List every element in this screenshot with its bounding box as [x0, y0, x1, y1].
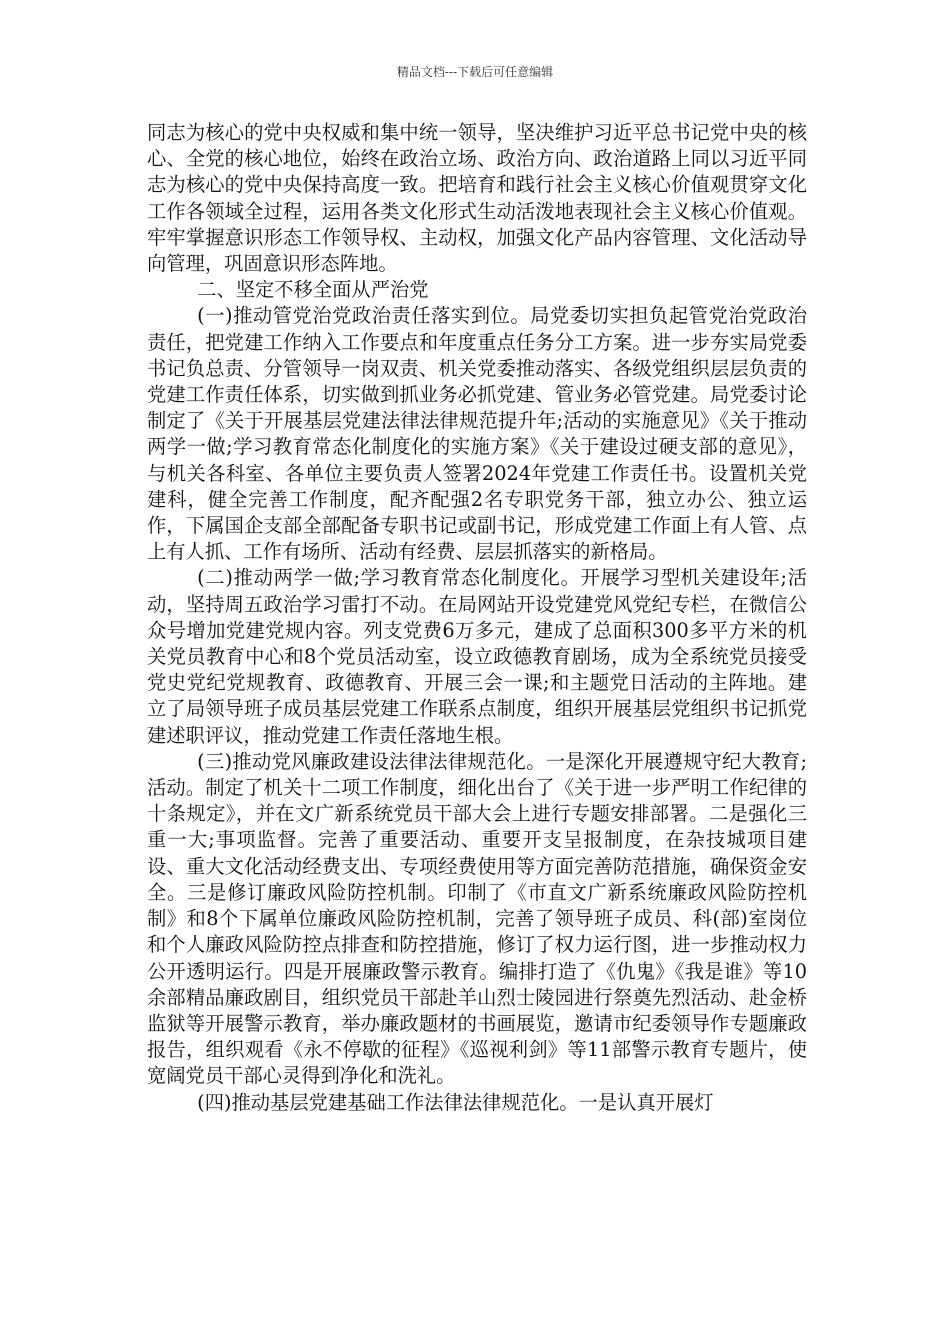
paragraph-item-3: (三)推动党风廉政建设法律法律规范化。一是深化开展遵规守纪大教育;活动。制定了机关十二项工作制度，细化出台了《关于进一步严明工作纪律的十条规定》，并在文广新系统党员干部大会上进行专题安排部署。二是强化三重一大;事项监督。完善了重要活动、重要开支呈报制度，在杂技城项目建设、重大文化活动经费支出、专项经费使用等方面完善防范措施，确保资金安全。三是修订廉政风险防控机制。印制了《市直文广新系统廉政风险防控机制》和8个下属单位廉政风险防控机制，完善了领导班子成员、科(部)室岗位和个人廉政风险防控点排查和防控措施，修订了权力运行图，进一步推动权力公开透明运行。四是开展廉政警示教育。编排打造了《仇鬼》《我是谁》等10余部精品廉政剧目，组织党员干部赴羊山烈士陵园进行祭奠先烈活动、赴金桥监狱等开展警示教育，举办廉政题材的书画展览，邀请市纪委领导作专题廉政报告，组织观看《永不停歇的征程》《巡视利剑》等11部警示教育专题片，使宽阔党员干部心灵得到净化和洗礼。 — [147, 749, 807, 1088]
paragraph-item-1: (一)推动管党治党政治责任落实到位。局党委切实担负起管党治党政治责任，把党建工作纳入工作要点和年度重点任务分工方案。进一步夯实局党委书记负总责、分管领导一岗双责、机关党委推动落实、各级党组织层层负责的党建工作责任体系，切实做到抓业务必抓党建、管业务必管党建。局党委讨论制定了《关于开展基层党建法律法律规范提升年;活动的实施意见》《关于推动两学一做;学习教育常态化制度化的实施方案》《关于建设过硬支部的意见》，与机关各科室、各单位主要负责人签署2024年党建工作责任书。设置机关党建科，健全完善工作制度，配齐配强2名专职党务干部，独立办公、独立运作，下属国企支部全部配备专职书记或副书记，形成党建工作面上有人管、点上有人抓、工作有场所、活动有经费、层层抓落实的新格局。 — [147, 304, 807, 564]
section-heading: 二、坚定不移全面从严治党 — [197, 278, 429, 302]
paragraph-intro: 同志为核心的党中央权威和集中统一领导，坚决维护习近平总书记党中央的核心、全党的核心地位，始终在政治立场、政治方向、政治道路上同以习近平同志为核心的党中央保持高度一致。把培育和践行社会主义核心价值观贯穿文化工作各领域全过程，运用各类文化形式生动活泼地表现社会主义核心价值观。牢牢掌握意识形态工作领导权、主动权，加强文化产品内容管理、文化活动导向管理，巩固意识形态阵地。 — [147, 121, 807, 276]
paragraph-item-4: (四)推动基层党建基础工作法律法律规范化。一是认真开展灯 — [197, 1090, 714, 1114]
page-header: 精品文档---下载后可任意编辑 — [396, 65, 554, 79]
paragraph-item-2: (二)推动两学一做;学习教育常态化制度化。开展学习型机关建设年;活动，坚持周五政治学习雷打不动。在局网站开设党建党风党纪专栏，在微信公众号增加党建党规内容。列支党费6万多元，建成了总面积300多平方米的机关党员教育中心和8个党员活动室，设立政德教育剧场，成为全系统党员接受党史党纪党规教育、政德教育、开展三会一课;和主题党日活动的主阵地。建立了局领导班子成员基层党建工作联系点制度，组织开展基层党组织书记抓党建述职评议，推动党建工作责任落地生根。 — [147, 566, 807, 747]
document-body — [147, 120, 807, 1116]
